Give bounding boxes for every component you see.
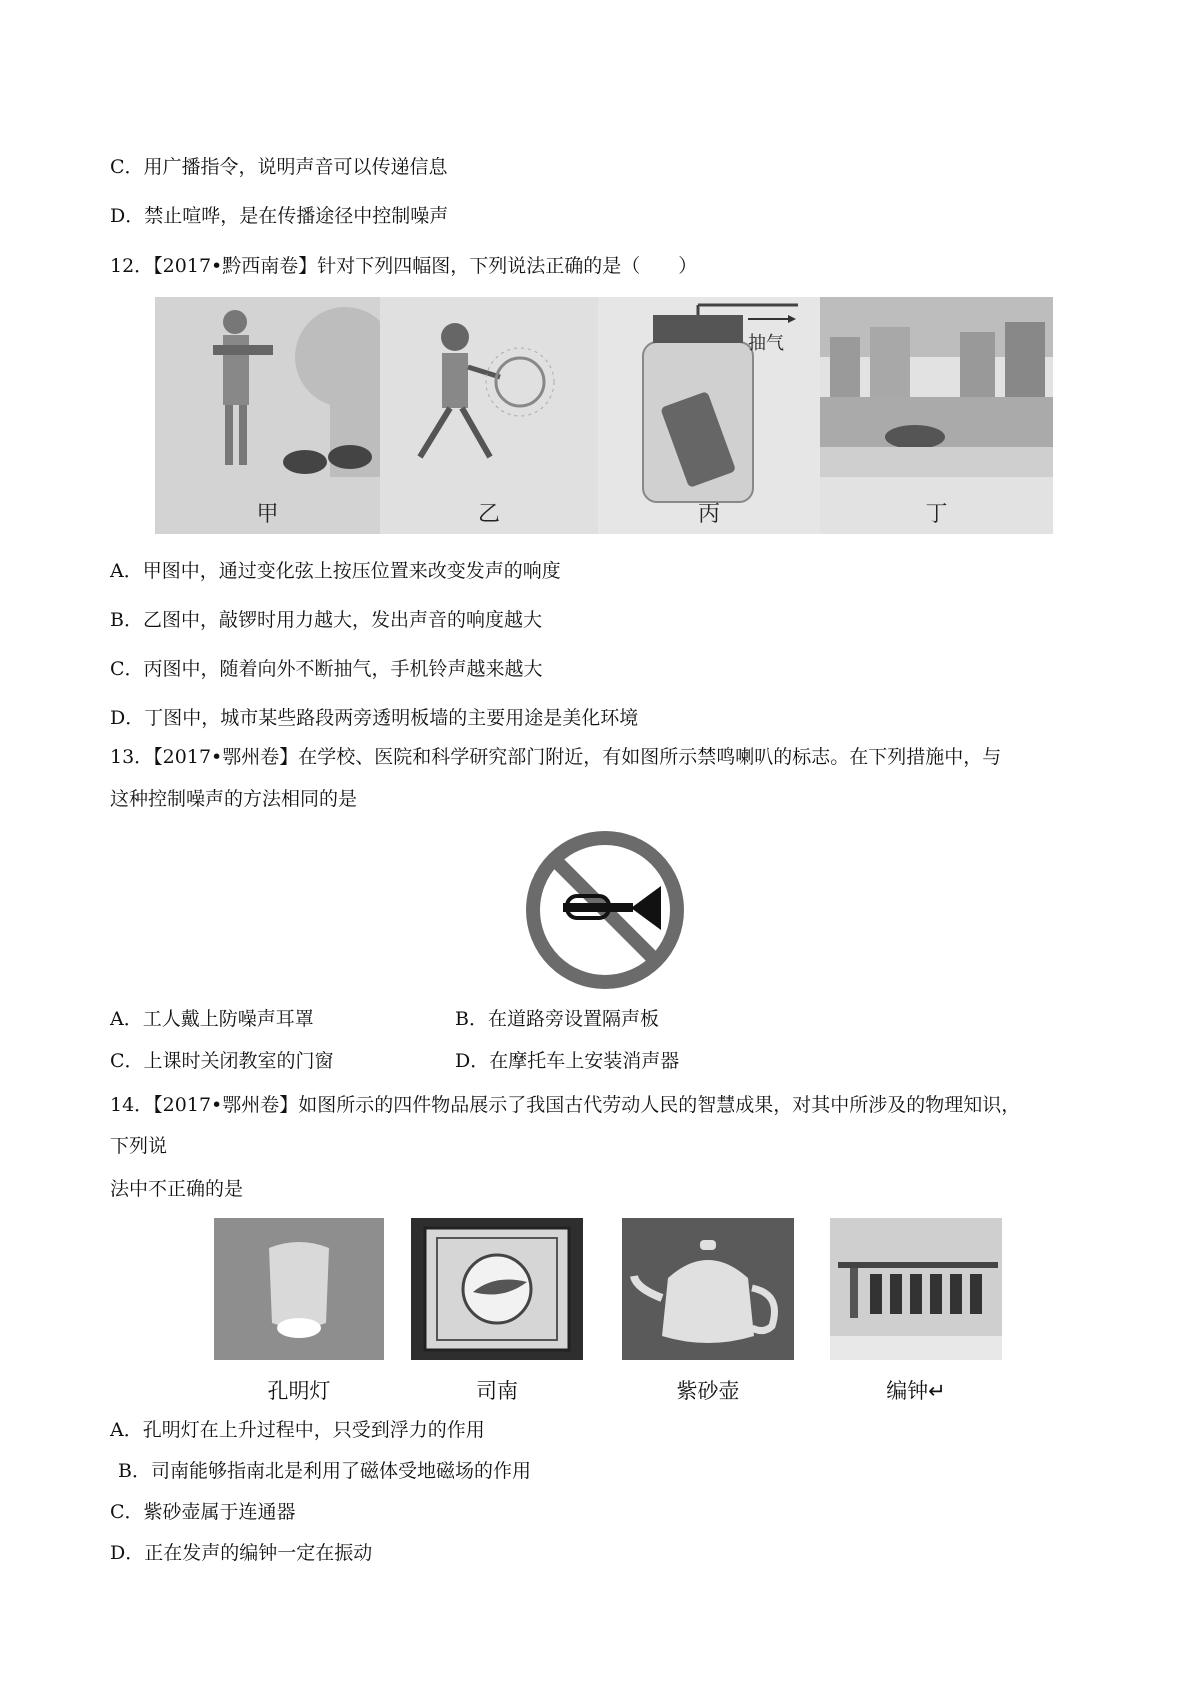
q12-option-b: B．乙图中，敲锣时用力越大，发出声音的响度越大: [110, 609, 542, 631]
caption-sinan: 司南: [476, 1379, 518, 1403]
q13-option-c: C．上课时关闭教室的门窗: [110, 1050, 334, 1072]
q12-option-c: C．丙图中，随着向外不断抽气，手机铃声越来越大: [110, 658, 543, 680]
q12-panel-label-yi: 乙: [477, 502, 500, 527]
no-horn-icon: [523, 828, 687, 992]
q12-stem: 12．【2017•黔西南卷】针对下列四幅图，下列说法正确的是（ ）: [110, 255, 698, 277]
q12-option-d: D．丁图中，城市某些路段两旁透明板墙的主要用途是美化环境: [110, 707, 639, 729]
photo-kongming-lantern: [214, 1218, 384, 1360]
pump-label: 抽气: [748, 333, 784, 354]
q13-option-a: A．工人戴上防噪声耳罩: [110, 1008, 314, 1030]
q14-option-d: D．正在发声的编钟一定在振动: [110, 1542, 373, 1564]
q11-option-d: D．禁止喧哗，是在传播途径中控制噪声: [110, 205, 449, 227]
q13-option-d: D．在摩托车上安装消声器: [455, 1050, 680, 1072]
q12-panel-label-bing: 丙: [697, 502, 720, 527]
photo-bianzhong-bells: [830, 1218, 1002, 1360]
q12-panel-label-jia: 甲: [256, 502, 279, 527]
q14-figure: [214, 1218, 994, 1408]
q14-option-a: A．孔明灯在上升过程中，只受到浮力的作用: [110, 1419, 485, 1441]
q12-panel-jia: [155, 297, 380, 534]
q12-panel-bing: [598, 297, 820, 534]
q11-option-c: C．用广播指令，说明声音可以传递信息: [110, 156, 448, 178]
compass-icon: [411, 1218, 583, 1360]
no-honking-sign: [523, 828, 687, 992]
q13-stem-line2: 这种控制噪声的方法相同的是: [110, 788, 358, 810]
q12-option-a: A．甲图中，通过变化弦上按压位置来改变发声的响度: [110, 560, 561, 582]
q13-option-b: B．在道路旁设置隔声板: [455, 1008, 659, 1030]
q12-figure: [155, 297, 1053, 534]
q14-option-c: C．紫砂壶属于连通器: [110, 1501, 296, 1523]
teapot-icon: [622, 1218, 794, 1360]
q14-option-b: B．司南能够指南北是利用了磁体受地磁场的作用: [118, 1460, 531, 1482]
caption-kongming-lantern: 孔明灯: [267, 1379, 331, 1403]
bells-icon: [830, 1218, 1002, 1360]
q12-panel-ding: [820, 297, 1053, 534]
q14-stem-line1: 14．【2017•鄂州卷】如图所示的四件物品展示了我国古代劳动人民的智慧成果，对其中所涉及的物理知识，: [110, 1094, 1021, 1116]
photo-sinan-compass: [411, 1218, 583, 1360]
q12-panel-label-ding: 丁: [925, 502, 948, 527]
q14-stem-line3: 法中不正确的是: [110, 1178, 244, 1200]
caption-bianzhong: 编钟↵: [886, 1379, 946, 1403]
q13-stem-line1: 13．【2017•鄂州卷】在学校、医院和科学研究部门附近，有如图所示禁鸣喇叭的标志。在下列措施中，与: [110, 746, 1002, 768]
q12-panel-yi: [380, 297, 598, 534]
q14-stem-line2: 下列说: [110, 1135, 168, 1157]
lantern-icon: [214, 1218, 384, 1360]
photo-zisha-teapot: [622, 1218, 794, 1360]
caption-zisha-teapot: 紫砂壶: [676, 1379, 740, 1403]
